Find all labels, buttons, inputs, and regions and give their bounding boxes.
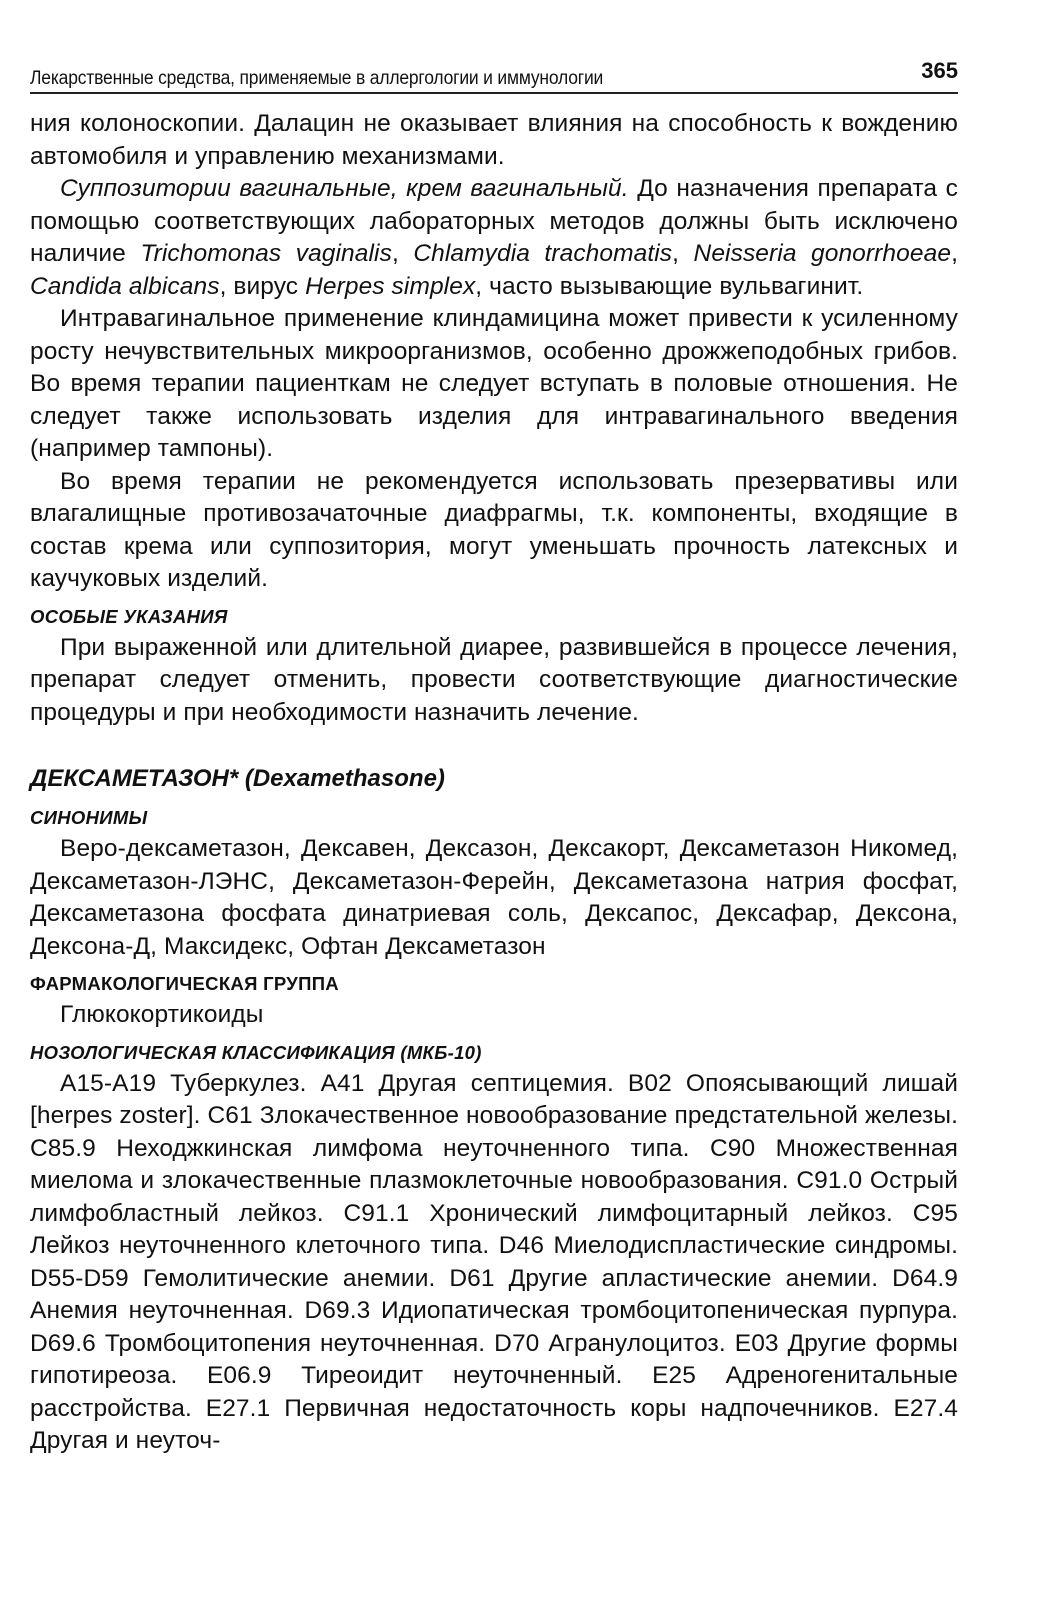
drug-title: ДЕКСАМЕТАЗОН* (Dexamethasone) — [30, 765, 445, 792]
pharm-group-text: Глюкокортикоиды — [60, 1001, 264, 1028]
vaginal-forms-text-end: , часто вызывающие вульвагинит. — [475, 272, 864, 300]
separator: , вирус — [219, 272, 306, 300]
book-page — [30, 58, 958, 1458]
organism-name: Neisseria gonorrhoeae — [693, 240, 952, 267]
organism-name: Chlamydia trachomatis — [413, 240, 673, 267]
organism-name: Candida albicans — [30, 272, 220, 300]
nosology-text: A15-A19 Туберкулез. A41 Другая септицемия. B02 Опоясывающий лишай [herpes zoster]. C61 Злокачественное новообразование предстательной железы. C85.9 Неходжкинская лимфома неуточненного типа. C90 Множественная миелома и злокачественные плазмоклеточные новообразования. C91.0 Острый лимфобластный лейкоз. C91.1 Хронический лимфоцитарный лейкоз. C95 Лейкоз неуточненного клеточного типа. D46 Миелодиспластические синдромы. D55-D59 Гемолитические анемии. D61 Другие апластические анемии. D64.9 Анемия неуточненная. D69.3 Идиопатическая тромбоцитопеническая пурпура. D69.6 Тромбоцитопения неуточненная. D70 Агранулоцитоз. E03 Другие формы гипотиреоза. E06.9 Тиреоидит неуточненный. E25 Адреногенитальные расстройства. E27.1 Первичная недостаточность коры надпочечников. E27.4 Другая и неуточ- — [30, 1069, 958, 1454]
vaginal-forms-lead: Суппозитории вагинальные, крем вагинальный. — [60, 175, 629, 202]
vaginal-forms-paragraph — [30, 173, 958, 303]
running-header — [30, 58, 958, 94]
special-notes-heading: ОСОБЫЕ УКАЗАНИЯ — [30, 605, 228, 627]
vaginal-forms-text: До назначения препарата с помощью соответствующих лабораторных методов должны быть исключено наличие — [30, 175, 958, 267]
organism-name: Herpes simplex — [305, 272, 476, 300]
nosology-heading: НОЗОЛОГИЧЕСКАЯ КЛАССИФИКАЦИЯ (МКБ-10) — [30, 1041, 482, 1063]
running-header-title: Лекарственные средства, применяемые в аллергологии и иммунологии — [30, 68, 604, 89]
separator: , — [951, 240, 958, 267]
synonyms-heading: СИНОНИМЫ — [30, 807, 148, 828]
synonyms-text: Веро-дексаметазон, Дексавен, Дексазон, Дексакорт, Дексаметазон Никомед, Дексаметазон-ЛЭНС, Дексаметазон-Ферейн, Дексаметазона натрия фосфат, Дексаметазона фосфата динатриевая соль, Дексапос, Дексафар, Дексона, Дексона-Д, Максидекс, Офтан Дексаметазон — [30, 835, 958, 960]
organism-name: Trichomonas vaginalis — [140, 240, 392, 267]
condoms-paragraph: Во время терапии не рекомендуется использовать презервативы или влагалищные противозачаточные диафрагмы, т.к. компоненты, входящие в состав крема или суппозитория, могут уменьшать прочность латексных и каучуковых изделий. — [30, 467, 958, 592]
intravaginal-paragraph: Интравагинальное применение клиндамицина может привести к усиленному росту нечувствительных микроорганизмов, особенно дрожжеподобных грибов. Во время терапии пациенткам не следует вступать в половые отношения. Не следует также использовать изделия для интравагинального введения (например тампоны). — [30, 305, 958, 462]
separator: , — [672, 240, 694, 267]
separator: , — [391, 240, 414, 267]
special-notes-text: При выраженной или длительной диарее, развившейся в процессе лечения, препарат следует отменить, провести соответствующие диагностические процедуры и при необходимости назначить лечение. — [30, 633, 958, 726]
continuation-paragraph: ния колоноскопии. Далацин не оказывает влияния на способность к вождению автомобиля и управлению механизмами. — [30, 110, 958, 170]
page-number: 365 — [921, 58, 958, 83]
pharm-group-heading: ФАРМАКОЛОГИЧЕСКАЯ ГРУППА — [30, 973, 339, 994]
